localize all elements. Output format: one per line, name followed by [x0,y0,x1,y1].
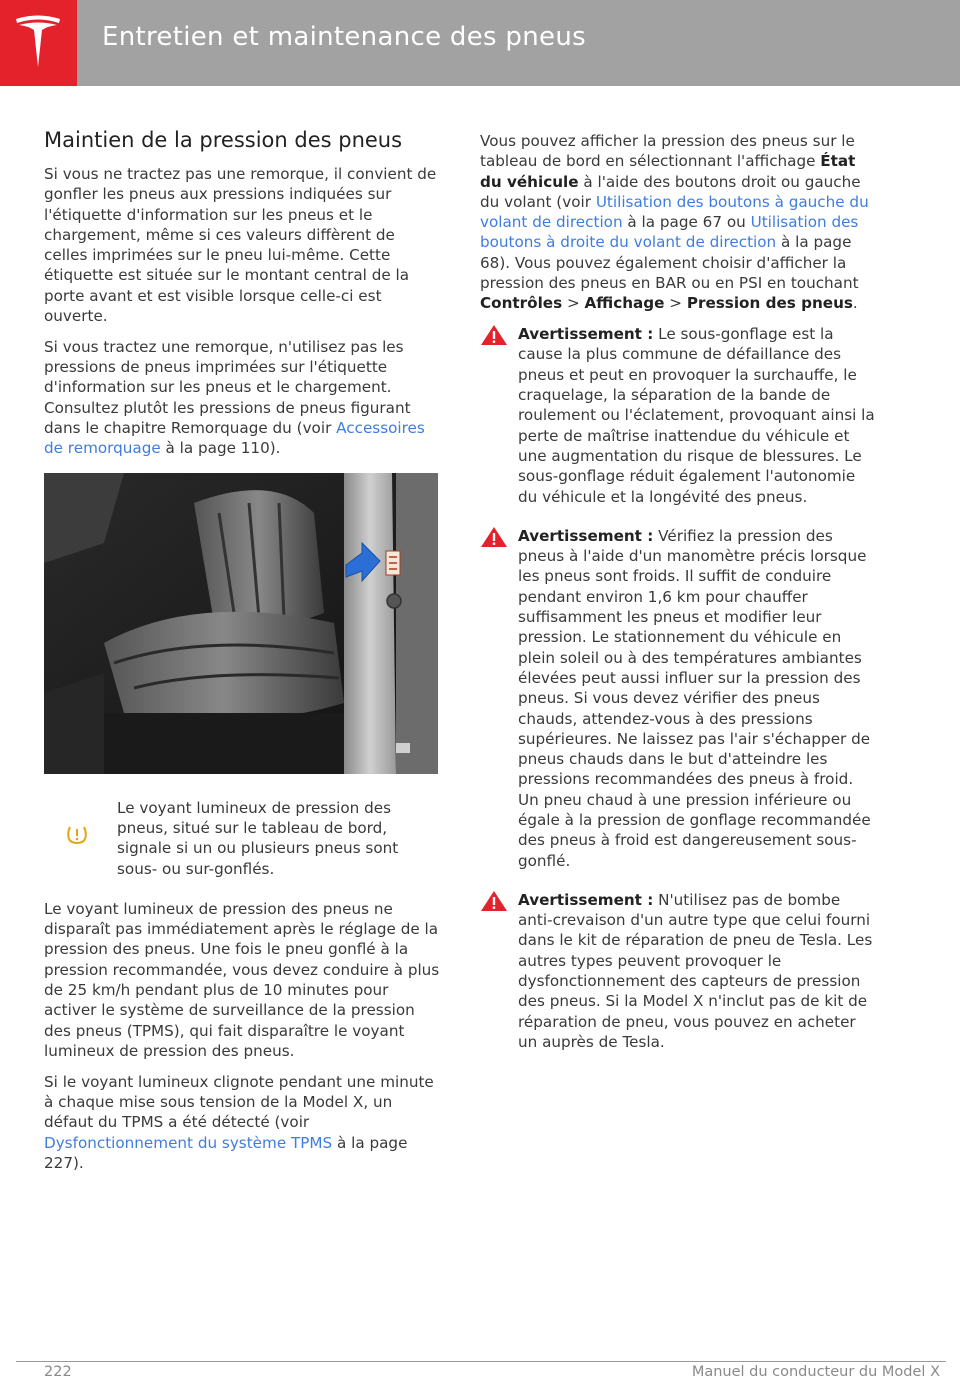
paragraph-display-pressure: Vous pouvez afficher la pression des pneus sur le tableau de bord en sélectionnant l'affichage État du véhicule à l'aide des boutons droit ou gauche du volant (voir Utilisation des boutons à gauche du volant de direction à la page 67 ou Utilisation des boutons à droite du volant de direction à la page 68). Vous pouvez également choisir d'afficher la pression des pneus en BAR ou en PSI en touchant Contrôles > Affichage > Pression des pneus. [480,132,869,313]
menu-tire-pressure: Pression des pneus [686,294,853,313]
section-heading: Maintien de la pression des pneus [44,128,403,152]
vehicle-status-label: État du véhicule [480,152,856,191]
manual-name: Manuel du conducteur du Model X [691,1364,940,1380]
paragraph-tpms-fault: Si le voyant lumineux clignote pendant une minute à chaque mise sous tension de la Model X, un défaut du TPMS a été détecté (voir Dysfonctionnement du système TPMS à la page 227). [44,1072,434,1172]
page-number: 222 [44,1364,72,1380]
header-title: Entretien et maintenance des pneus [102,22,586,52]
link-towing-accessories[interactable]: Accessoires de remorquage [44,419,425,458]
right-column [480,131,876,1071]
warning-triangle-icon [480,526,508,548]
link-left-steering-buttons[interactable]: Utilisation des boutons à gauche du volant de direction [480,192,869,232]
menu-display: Affichage [584,294,665,313]
left-column [44,128,440,1184]
warning-underinflation: Avertissement : Le sous-gonflage est la cause la plus commune de défaillance des pneus et peut en provoquer la surchauffe, le craquelage, la séparation de la bande de roulement ou l'éclatement, provoquant ainsi la perte de maîtrise inattendue du véhicule et une augmentation du risque de blessures. Le sous-gonflage réduit également l'autonomie du véhicule et la longévité des pneus. [480,324,876,507]
tesla-logo-icon [12,13,64,71]
paragraph-trailer: Si vous tractez une remorque, n'utilisez pas les pressions de pneus imprimées sur l'étiquette d'information sur les pneus et le chargement. Consultez plutôt les pressions de pneus figurant dans le chapitre Remorquage du (voir Accessoires de remorquage à la page 110). [44,337,425,458]
menu-controls: Contrôles [480,294,563,313]
footer-divider [16,1361,946,1362]
tpms-warning-icon [66,824,88,846]
link-right-steering-buttons[interactable]: Utilisation des boutons à droite du volant de direction [480,213,859,252]
link-tpms-malfunction[interactable]: Dysfonctionnement du système TPMS [44,1133,333,1152]
warning-sealant: Avertissement : N'utilisez pas de bombe anti-crevaison d'un autre type que celui fourni dans le kit de réparation de pneu de Tesla. Les autres types peuvent provoquer le dysfonctionnement des capteurs de pression des pneus. Si la Model X n'inclut pas de kit de réparation de pneu, vous pouvez en acheter un auprès de Tesla. [480,890,876,1052]
indicator-text: Le voyant lumineux de pression des pneus, situé sur le tableau de bord, signale si un ou plusieurs pneus sont sous- ou sur-gonflés. [117,798,399,878]
door-pillar-photo [44,473,438,774]
warning-check-cold: Avertissement : Vérifiez la pression des pneus à l'aide d'un manomètre précis lorsque les pneus sont froids. Il suffit de conduire pendant environ 1,6 km pour chauffer suffisamment les pneus et modifier leur pression. Le stationnement du véhicule en plein soleil ou à des températures ambiantes élevées peut aussi influer sur la pression des pneus. Si vous devez vérifier des pneus chauds, attendez-vous à des pressions supérieures. Ne laissez pas l'air s'échapper de pneus chauds dans le but d'atteindre les pressions recommandées des pneus à froid. Un pneu chaud à une pression inférieure ou égale à la pression de gonflage recommandée des pneus à froid est dangereusement sous-gonflé. [480,526,876,871]
warning-triangle-icon [480,890,508,912]
page-header [0,0,960,86]
tesla-logo [0,0,77,86]
warning-triangle-icon [480,324,508,346]
paragraph-no-trailer: Si vous ne tractez pas une remorque, il convient de gonfler les pneus aux pressions indiquées sur l'étiquette d'information sur les pneus et le chargement, même si ces valeurs diffèrent de celles imprimées sur le pneu lui-même. Cette étiquette est située sur le montant central de la porte avant et est visible lorsque celle-ci est ouverte. [44,165,437,326]
paragraph-indicator-reset: Le voyant lumineux de pression des pneus ne disparaît pas immédiatement après le réglage de la pression des pneus. Une fois le pneu gonflé à la pression recommandée, vous devez conduire à plus de 25 km/h pendant plus de 10 minutes pour activer le système de surveillance de la pression des pneus (TPMS), qui fait disparaître le voyant lumineux de pression des pneus. [44,899,440,1060]
tpms-indicator-note [44,798,440,879]
